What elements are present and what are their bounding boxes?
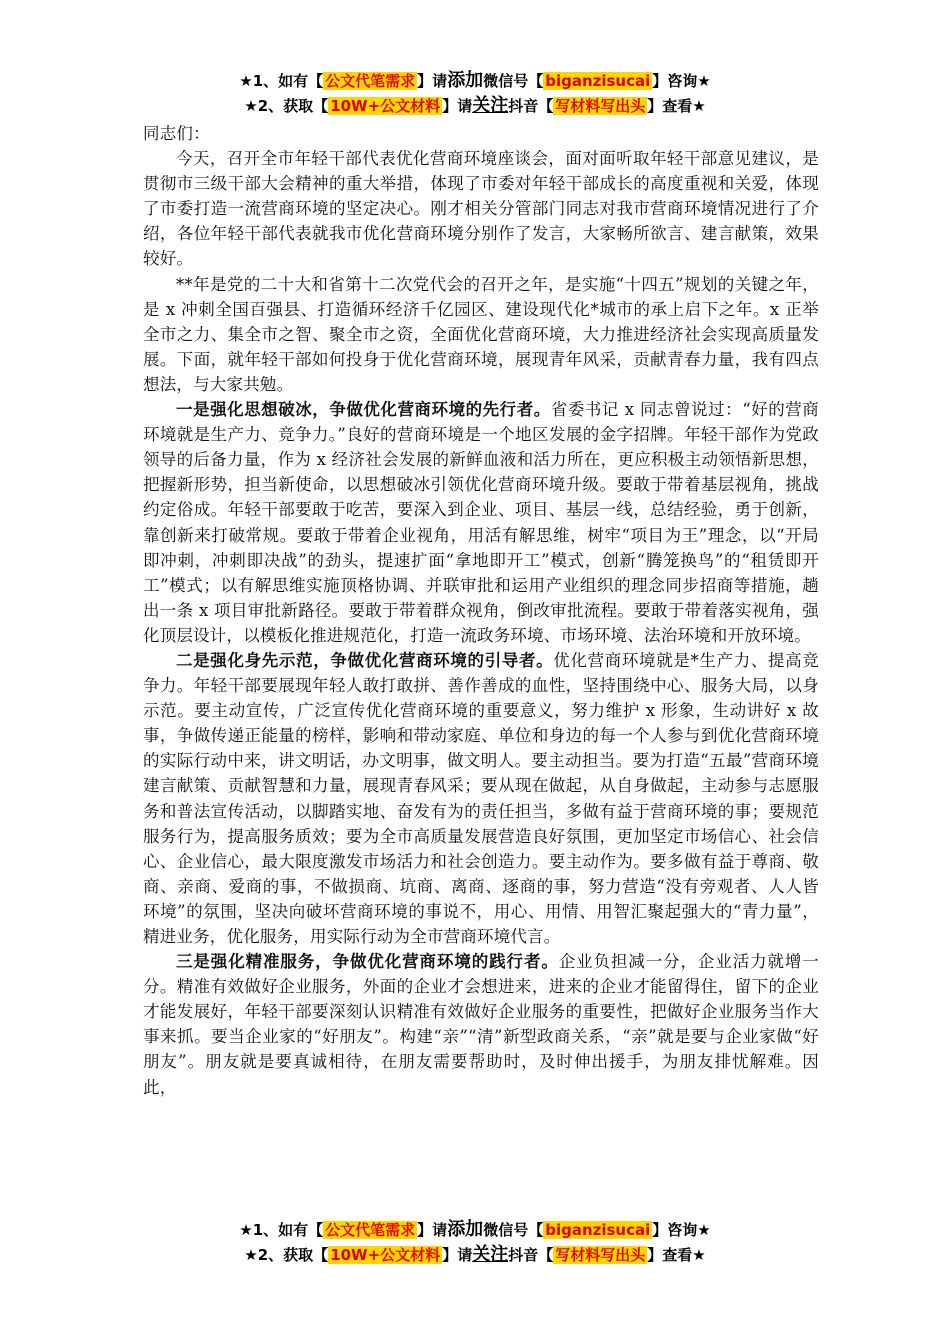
banner-text: 】查看★	[647, 97, 706, 115]
banner-emphasis: 添加	[447, 1219, 484, 1240]
banner-text: 抖音【	[508, 97, 554, 115]
banner-line-2	[0, 95, 950, 117]
banner-text: 】咨询★	[652, 72, 711, 90]
banner-text: ★1、如有【	[239, 1221, 324, 1239]
point-2-text: 优化营商环境就是*生产力、提高竞争力。年轻干部要展现年轻人敢打敢拼、善作善成的血性，坚持围绕中心、服务大局，以身示范。要主动宣传，广泛宣传优化营商环境的重要意义，努力维护 x 形象，生动讲好 x 故事，争做传递正能量的榜样，影响和带动家庭、单位和身边的每一个人参与到优化营商环境的实际行动中来，讲文明话，办文明事，做文明人。要主动担当。要为打造“五最”营商环境建言献策、贡献智慧和力量，展现青春风采；要从现在做起，从自身做起，主动参与志愿服务和普法宣传活动，以脚踏实地、奋发有为的责任担当，多做有益于营商环境的事；要规范服务行为，提高服务质效；要为全市高质量发展营造良好氛围，更加坚定市场信心、社会信心、企业信心，最大限度激发市场活力和社会创造力。要主动作为。要多做有益于尊商、敬商、亲商、爱商的事，不做损商、坑商、离商、逐商的事，努力营造“没有旁观者、人人皆环境”的氛围，坚决向破坏营商环境的事说不，用心、用情、用智汇聚起强大的“青力量”，精进业务，优化服务，用实际行动为全市营商环境代言。	[143, 650, 819, 946]
banner-text: 】请	[417, 72, 448, 90]
banner-line-1	[0, 70, 950, 92]
document-body	[143, 121, 819, 1100]
banner-line-2-bottom	[0, 1244, 950, 1266]
highlight-wechat-id: biganzisucai	[545, 1221, 651, 1239]
banner-text: ★1、如有【	[239, 72, 324, 90]
paragraph-opening: 今天，召开全市年轻干部代表优化营商环境座谈会，面对面听取年轻干部意见建议，是贯彻市三级干部大会精神的重大举措，体现了市委对年轻干部成长的高度重视和关爱，体现了市委打造一流营商环境的坚定决心。刚才相关分管部门同志对我市营商环境情况进行了介绍，各位年轻干部代表就我市优化营商环境分别作了发言，大家畅所欲言、建言献策，效果较好。	[143, 149, 819, 269]
banner-text: 】查看★	[647, 1246, 706, 1264]
point-3-heading: 三是强化精准服务，争做优化营商环境的践行者。	[176, 952, 559, 972]
banner-emphasis: 关注	[472, 95, 509, 116]
highlight-materials: 10W+公文材料	[330, 97, 441, 115]
highlight-wechat-id: biganzisucai	[545, 72, 651, 90]
banner-text: 】请	[442, 97, 473, 115]
paragraph-background: **年是党的二十大和省第十二次党代会的召开之年，是实施“十四五”规划的关键之年，是 x 冲刺全国百强县、打造循环经济千亿园区、建设现代化*城市的承上启下之年。x 正举全市之力、集全市之智、聚全市之资，全面优化营商环境，大力推进经济社会实现高质量发展。下面，就年轻干部如何投身于优化营商环境，展现青年风采，贡献青春力量，我有四点想法，与大家共勉。	[143, 274, 819, 394]
banner-text: 】咨询★	[652, 1221, 711, 1239]
salutation: 同志们：	[143, 124, 210, 143]
banner-text: 抖音【	[508, 1246, 554, 1264]
point-2-heading: 二是强化身先示范，争做优化营商环境的引导者。	[176, 650, 554, 670]
point-3-text: 企业负担减一分，企业活力就增一分。精准有效做好企业服务，外面的企业才会想进来，进来的企业才能留得住，留下的企业才能发展好，年轻干部要深刻认识精准有效做好企业服务的重要性，把做好企业服务当作大事来抓。要当企业家的“好朋友”。构建“亲”“清”新型政商关系，“亲”就是要与企业家做“好朋友”。朋友就是要真诚相待，在朋友需要帮助时，及时伸出援手，为朋友排忧解难。因此，	[143, 952, 820, 1097]
banner-text: 微信号【	[483, 1221, 544, 1239]
highlight-douyin-account: 写材料写出头	[555, 1246, 646, 1264]
banner-text: 微信号【	[483, 72, 544, 90]
banner-emphasis: 关注	[472, 1244, 509, 1265]
point-1-heading: 一是强化思想破冰，争做优化营商环境的先行者。	[176, 400, 551, 420]
paragraph-point-1	[143, 397, 819, 648]
banner-text: 】请	[442, 1246, 473, 1264]
highlight-service: 公文代笔需求	[325, 1221, 416, 1239]
highlight-materials: 10W+公文材料	[330, 1246, 441, 1264]
point-1-text: 省委书记 x 同志曾说过：“好的营商环境就是生产力、竞争力。”良好的营商环境是一个地区发展的金字招牌。年轻干部作为党政领导的后备力量，作为 x 经济社会发展的新鲜血液和活力所在，更应积极主动领悟新思想，把握新形势，担当新使命，以思想破冰引领优化营商环境升级。要敢于带着基层视角，挑战约定俗成。年轻干部要敢于吃苦，要深入到企业、项目、基层一线，总结经验，勇于创新，靠创新来打破常规。要敢于带着企业视角，用活有解思维，树牢“项目为王”理念，以“开局即冲刺，冲刺即决战”的劲头，提速扩面“拿地即开工”模式，创新“腾笼换鸟”的“租赁即开工”模式；以有解思维实施顶格协调、并联审批和运用产业组织的理念同步招商等措施，趟出一条 x 项目审批新路径。要敢于带着群众视角，倒改审批流程。要敢于带着落实视角，强化顶层设计，以模板化推进规范化，打造一流政务环境、市场环境、法治环境和开放环境。	[143, 400, 819, 645]
highlight-service: 公文代笔需求	[325, 72, 416, 90]
banner-emphasis: 添加	[447, 70, 484, 91]
highlight-douyin-account: 写材料写出头	[555, 97, 646, 115]
banner-text: ★2、获取【	[244, 97, 329, 115]
paragraph-point-2	[143, 648, 819, 949]
banner-text: ★2、获取【	[244, 1246, 329, 1264]
paragraph-point-3	[143, 949, 819, 1100]
banner-text: 】请	[417, 1221, 448, 1239]
banner-line-1-bottom	[0, 1219, 950, 1241]
